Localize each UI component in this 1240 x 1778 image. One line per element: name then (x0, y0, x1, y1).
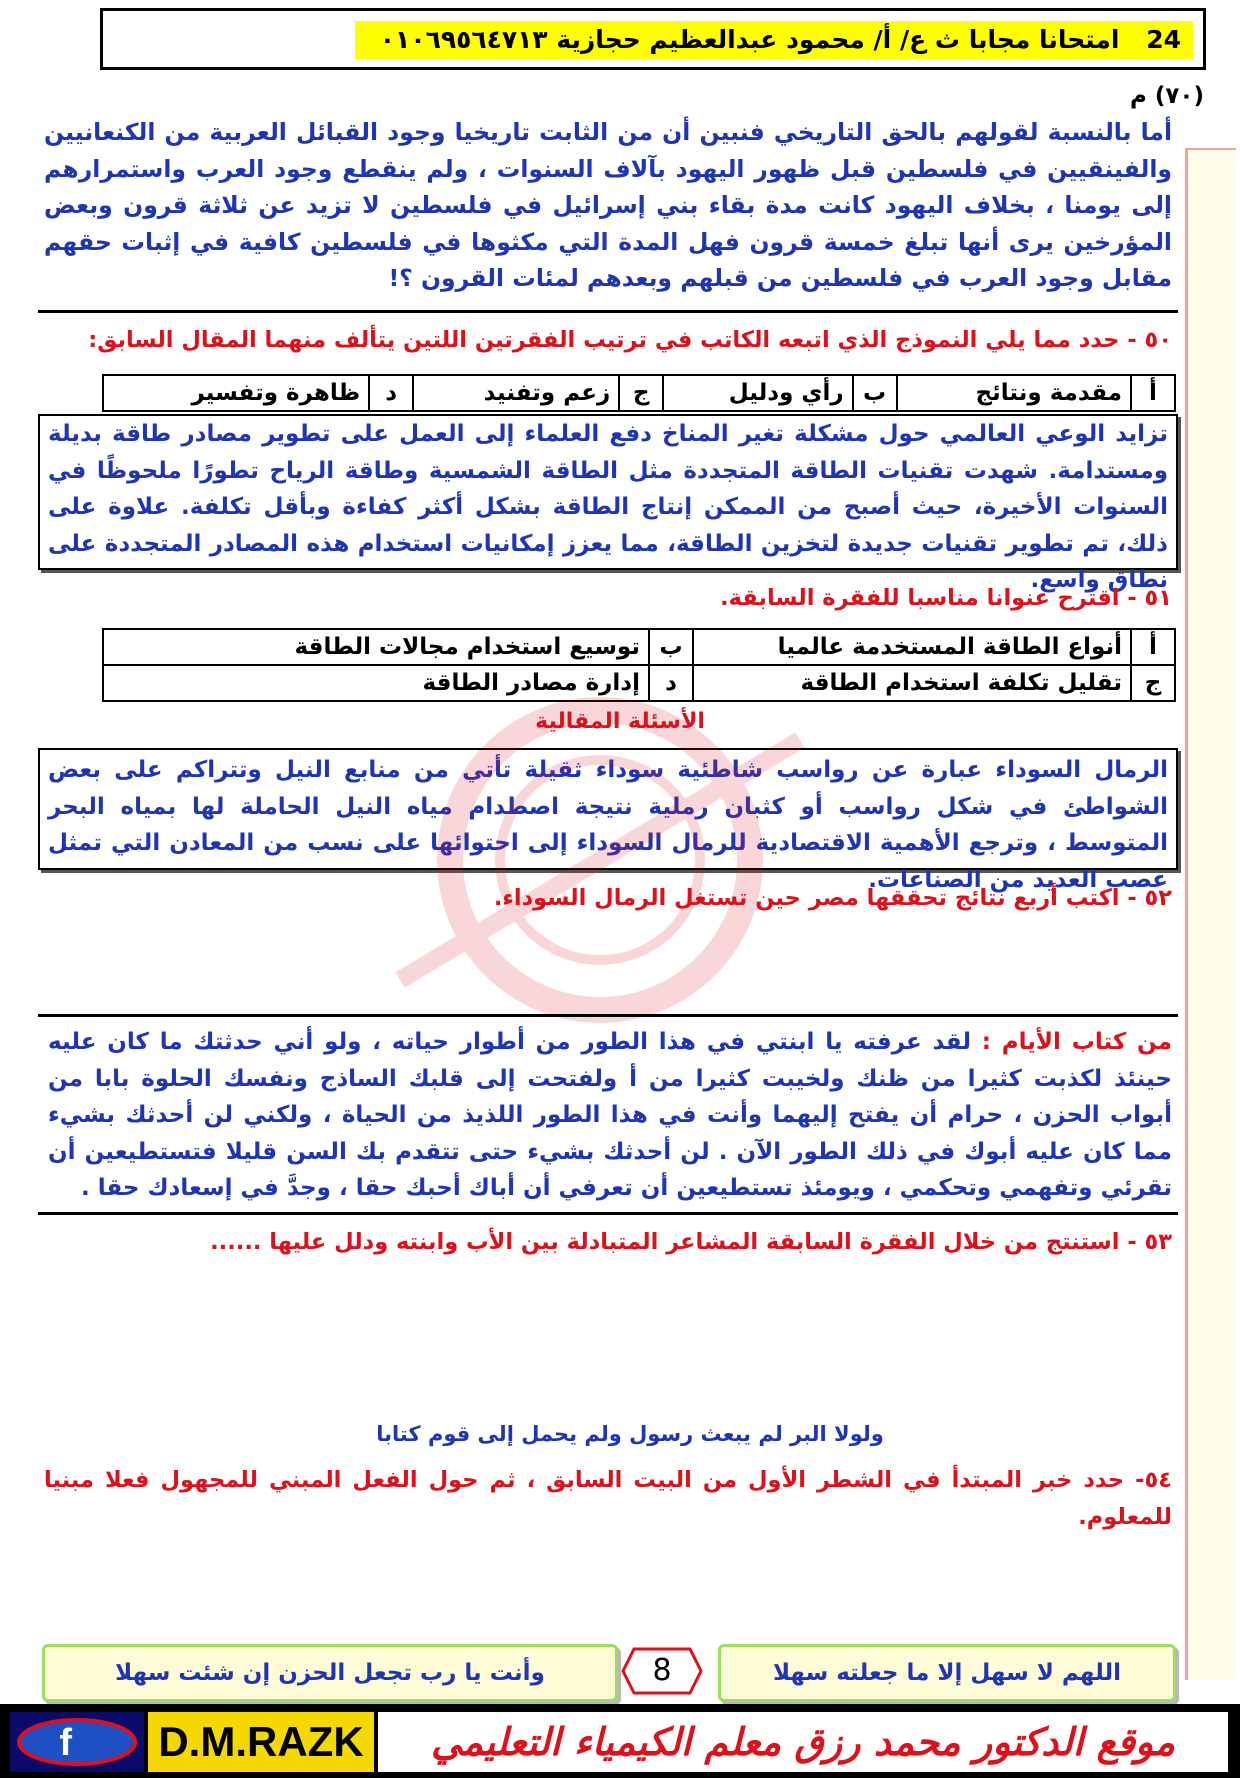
footer-left-box (42, 1644, 618, 1702)
footer-left-text: وأنت يا رب تجعل الحزن إن شئت سهلا (115, 1660, 545, 1686)
section-title: الأسئلة المقالية (535, 709, 705, 734)
question-52: ٥٢ - اكتب أربع نتائج تحققها مصر حين تستغل الرمال السوداء. (493, 885, 1172, 911)
passage2-text: تزايد الوعي العالمي حول مشكلة تغير المناخ دفع العلماء إلى العمل على تطوير مصادر طاقة بديلة ومستدامة. شهدت تقنيات الطاقة المتجددة مثل الطاقة الشمسية وطاقة الرياح تطورًا ملحوظًا في السنوات الأخيرة، حيث أصبح من الممكن إنتاج الطاقة بشكل أكثر كفاءة وبأقل تكلفة. علاوة على ذلك، تم تطوير تقنيات جديدة لتخزين الطاقة، مما يعزز إمكانيات استخدام هذه المصادر المتجددة على نطاق واسع. (48, 421, 1168, 593)
option-text[interactable]: توسيع استخدام مجالات الطاقة (103, 629, 649, 665)
question-50-options (102, 374, 1176, 412)
divider (38, 1212, 1178, 1215)
facebook-letter: f (59, 1722, 72, 1764)
question-54: ٥٤- حدد خبر المبتدأ في الشطر الأول من البيت السابق ، ثم حول الفعل المبني للمجهول فعلا مبنيا للمعلوم. (44, 1467, 1172, 1530)
passage1-ref: (٧٠) م (1130, 83, 1204, 109)
passage3-text: الرمال السوداء عبارة عن رواسب شاطئية سوداء ثقيلة تأتي من منابع النيل وتتراكم على بعض الشواطئ في شكل رواسب أو كثبان رملية نتيجة اصطدام مياه النيل الحاملة لها بمياه البحر المتوسط ، وترجع الأهمية الاقتصادية للرمال السوداء إلى احتوائها على نسب من المعادن التي تمثل عصب العديد من الصناعات. (48, 757, 1168, 893)
option-text[interactable]: تقليل تكلفة استخدام الطاقة (693, 665, 1131, 701)
passage1-text: أما بالنسبة لقولهم بالحق التاريخي فنبين أن من الثابت تاريخيا وجود القبائل العربية من الكنعانيين والفينقيين في فلسطين قبل ظهور اليهود بآلاف السنوات ، ولم ينقطع وجود العرب واستمرارهم إلى يومنا ، بخلاف اليهود كانت مدة بقاء بني إسرائيل في فلسطين لا تزيد عن ثلاثة قرون وبعض المؤرخين يرى أنها تبلغ خمسة قرون فهل المدة التي مكثوها في فلسطين كافية في إثبات حقهم مقابل وجود العرب في فلسطين من قبلهم وبعدهم لمئات القرون ؟! (44, 118, 1172, 292)
option-text[interactable]: زعم وتفنيد (413, 375, 619, 411)
question-53: ٥٣ - استنتج من خلال الفقرة السابقة المشاعر المتبادلة بين الأب وابنته ودلل عليها ...... (210, 1229, 1172, 1255)
header-page-label: 24 (1146, 25, 1181, 54)
option-letter[interactable]: ج (619, 375, 663, 411)
option-letter[interactable]: ب (853, 375, 897, 411)
option-text[interactable]: إدارة مصادر الطاقة (103, 665, 649, 701)
option-letter[interactable]: د (369, 375, 413, 411)
header-title: امتحانا مجابا ث ع/ أ/ محمود عبدالعظيم حجازية ٠١٠٦٩٥٦٤٧١٣ (379, 25, 1120, 54)
option-letter[interactable]: د (649, 665, 693, 701)
facebook-icon (10, 1712, 144, 1772)
option-letter[interactable]: ج (1131, 665, 1175, 701)
option-text[interactable]: رأي ودليل (663, 375, 852, 411)
footer-right-box (718, 1644, 1176, 1702)
site-banner (0, 1704, 1240, 1778)
site-banner-title[interactable]: موقع الدكتور محمد رزق معلم الكيمياء التعليمي (378, 1712, 1228, 1772)
divider (38, 1014, 1178, 1017)
question-51-options (102, 628, 1176, 702)
side-decoration-strip (1185, 148, 1236, 1680)
facebook-logo[interactable] (10, 1712, 144, 1772)
page-number-badge (620, 1646, 704, 1696)
header-frame (100, 8, 1206, 70)
passage4-text: لقد عرفته يا ابنتي في هذا الطور من أطوار حياته ، ولو أني حدثتك ما كان عليه حينئذ لكذبت كثيرا من ظنك ولخيبت كثيرا من أ ولفتحت إلى قلبك الساذج ونفسك الحلوة بابا من أبواب الحزن ، حرام أن يفتح إليهما وأنت في هذا الطور اللذيذ من الحياة ، ولكني لن أحدثك بشيء مما كان عليه أبوك في ذلك الطور الآن . لن أحدثك بشيء حتى تتقدم بك السن قليلا فتستطيعين أن تقرئي وتفهمي وتحكمي ، ويومئذ تستطيعين أن تعرفي أن أباك أحبك حقا ، وجدَّ في إسعادك حقا . (48, 1029, 1172, 1201)
site-logo-text[interactable]: D.M.RAZK (148, 1712, 374, 1772)
footer-right-text: اللهم لا سهل إلا ما جعلته سهلا (772, 1660, 1122, 1686)
passage4 (48, 1024, 1172, 1207)
option-letter[interactable]: أ (1131, 629, 1175, 665)
page-number: 8 (652, 1653, 672, 1688)
option-text[interactable]: مقدمة ونتائج (897, 375, 1131, 411)
option-letter[interactable]: أ (1131, 375, 1175, 411)
question-51: ٥١ - اقترح عنوانا مناسبا للفقرة السابقة. (720, 585, 1172, 611)
option-text[interactable]: أنواع الطاقة المستخدمة عالميا (693, 629, 1131, 665)
divider (38, 310, 1178, 313)
passage4-source: من كتاب الأيام : (981, 1029, 1172, 1055)
question-50: ٥٠ - حدد مما يلي النموذج الذي اتبعه الكاتب في ترتيب الفقرتين اللتين يتألف منهما المقال السابق: (88, 327, 1172, 353)
option-letter[interactable]: ب (649, 629, 693, 665)
option-text[interactable]: ظاهرة وتفسير (103, 375, 369, 411)
poetry-verse: ولولا البر لم يبعث رسول ولم يحمل إلى قوم كتابا (376, 1422, 884, 1446)
header-title-bar (355, 21, 1193, 59)
